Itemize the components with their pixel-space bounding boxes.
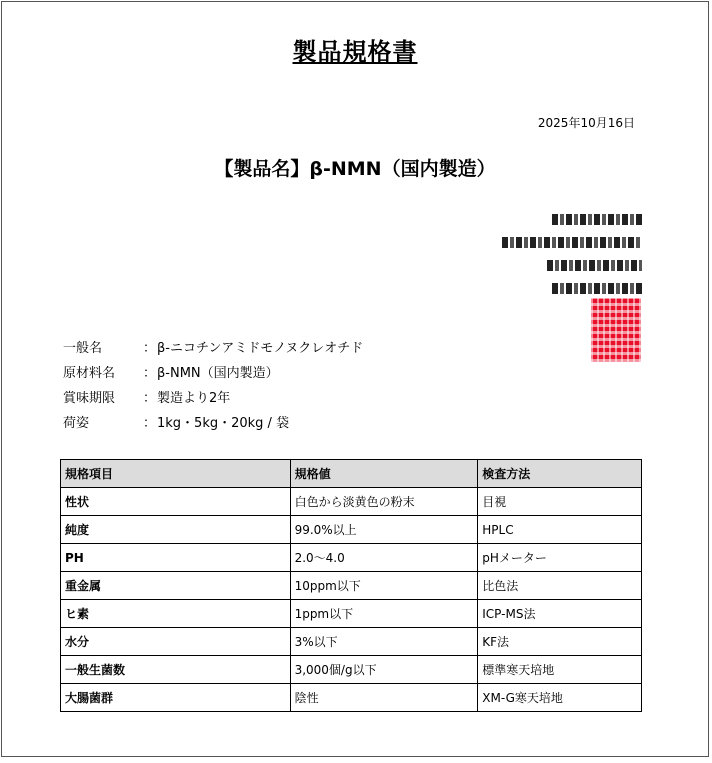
info-colon: ：: [143, 366, 157, 381]
header-spec-value: 規格値: [290, 460, 478, 488]
table-row: [61, 516, 642, 544]
info-row-packaging: [63, 411, 363, 436]
redacted-company-name: [552, 214, 642, 225]
table-row: [61, 600, 642, 628]
info-value: 1kg・5kg・20kg / 袋: [157, 416, 290, 431]
info-row-shelf-life: [63, 386, 363, 411]
spec-item-cell: 性状: [61, 488, 291, 516]
spec-value-cell: 3,000個/g以下: [290, 656, 478, 684]
info-key: 賞味期限: [63, 391, 116, 406]
info-colon: ：: [143, 391, 157, 406]
test-method-cell: HPLC: [478, 516, 642, 544]
test-method-cell: XM-G寒天培地: [478, 684, 642, 712]
product-info-list: [63, 336, 363, 436]
info-colon: ：: [143, 341, 157, 356]
spec-item-cell: 一般生菌数: [61, 656, 291, 684]
info-key: 荷姿: [63, 416, 90, 431]
test-method-cell: pHメーター: [478, 544, 642, 572]
table-header-row: [61, 460, 642, 488]
table-row: [61, 488, 642, 516]
info-colon: ：: [143, 416, 157, 431]
redacted-company-phone: [552, 283, 642, 294]
specification-table: [60, 459, 642, 712]
header-test-method: 検査方法: [478, 460, 642, 488]
test-method-cell: 目視: [478, 488, 642, 516]
issue-date: 2025年10月16日: [537, 116, 635, 130]
info-key: 原材料名: [63, 366, 116, 381]
table-row: [61, 656, 642, 684]
test-method-cell: ICP-MS法: [478, 600, 642, 628]
document-page: [1, 1, 709, 757]
spec-value-cell: 2.0～4.0: [290, 544, 478, 572]
spec-value-cell: 99.0%以上: [290, 516, 478, 544]
redacted-company-address-2: [547, 260, 642, 271]
spec-item-cell: 純度: [61, 516, 291, 544]
table-row: [61, 684, 642, 712]
spec-item-cell: 大腸菌群: [61, 684, 291, 712]
test-method-cell: 比色法: [478, 572, 642, 600]
spec-item-cell: ヒ素: [61, 600, 291, 628]
spec-value-cell: 3%以下: [290, 628, 478, 656]
table-row: [61, 628, 642, 656]
spec-item-cell: 水分: [61, 628, 291, 656]
info-value: 製造より2年: [157, 391, 231, 406]
test-method-cell: KF法: [478, 628, 642, 656]
company-info-redacted: [492, 214, 642, 306]
spec-item-cell: PH: [61, 544, 291, 572]
spec-value-cell: 陰性: [290, 684, 478, 712]
spec-value-cell: 1ppm以下: [290, 600, 478, 628]
product-name: 【製品名】β-NMN（国内製造）: [214, 158, 496, 180]
document-title: 製品規格書: [292, 38, 418, 66]
company-seal-redacted: [591, 298, 641, 362]
info-row-common-name: [63, 336, 363, 361]
spec-value-cell: 白色から淡黄色の粉末: [290, 488, 478, 516]
info-value: β-NMN（国内製造）: [157, 366, 279, 381]
info-value: β-ニコチンアミドモノヌクレオチド: [157, 341, 364, 356]
spec-item-cell: 重金属: [61, 572, 291, 600]
table-row: [61, 544, 642, 572]
test-method-cell: 標準寒天培地: [478, 656, 642, 684]
redacted-company-address: [502, 237, 642, 248]
info-key: 一般名: [63, 341, 103, 356]
header-spec-item: 規格項目: [61, 460, 291, 488]
table-row: [61, 572, 642, 600]
info-row-raw-material: [63, 361, 363, 386]
spec-value-cell: 10ppm以下: [290, 572, 478, 600]
